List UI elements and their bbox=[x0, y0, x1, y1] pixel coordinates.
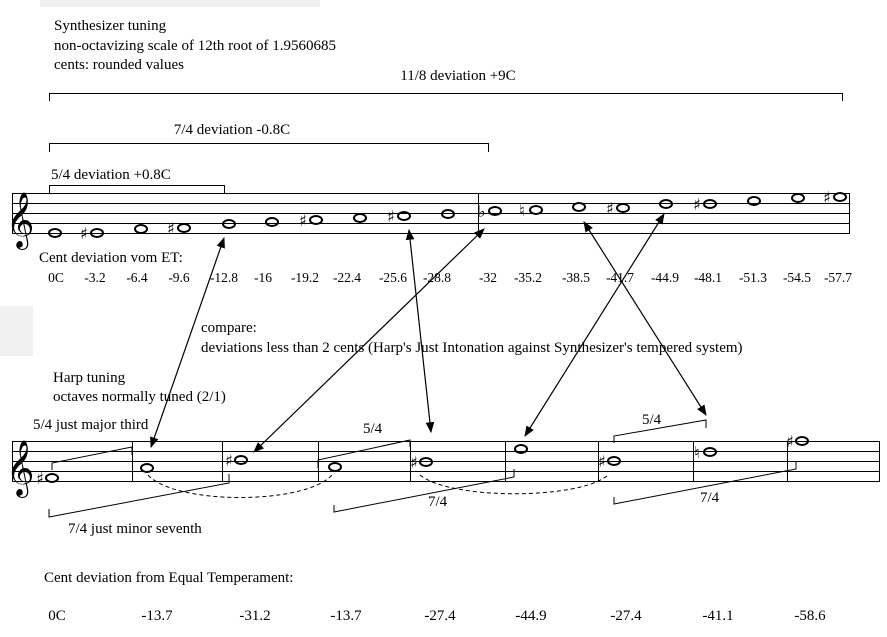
bracket-5-4-synth bbox=[50, 186, 225, 194]
note-head bbox=[530, 206, 542, 214]
synth-cent-value: -19.2 bbox=[290, 270, 320, 285]
note-head bbox=[617, 204, 629, 212]
harp-cent-value: -27.4 bbox=[610, 608, 642, 624]
harp-bracket-5-4-a bbox=[52, 447, 132, 470]
natural-icon: ♮ bbox=[694, 443, 700, 462]
harp-title-1: Harp tuning bbox=[53, 370, 126, 386]
synth-cent-value: 0C bbox=[48, 270, 64, 285]
harp-label-7-4-just: 7/4 just minor seventh bbox=[68, 521, 202, 537]
synth-treble-clef-icon: 𝄞 bbox=[6, 192, 35, 248]
bracket-label-5-4: 5/4 deviation +0.8C bbox=[51, 167, 171, 183]
note-head bbox=[141, 464, 153, 472]
note-head bbox=[178, 224, 190, 232]
synth-cent-value: -16 bbox=[254, 270, 272, 285]
harp-treble-clef-icon: 𝄞 bbox=[6, 440, 35, 496]
header-line-3: cents: rounded values bbox=[54, 57, 184, 73]
synth-cent-value: -51.3 bbox=[738, 270, 768, 285]
harp-cent-value: 0C bbox=[48, 608, 66, 624]
harp-cent-value: -13.7 bbox=[141, 608, 173, 624]
note-head bbox=[792, 194, 804, 202]
note-head bbox=[46, 474, 58, 482]
note-head bbox=[573, 203, 585, 211]
harp-title-2: octaves normally tuned (2/1) bbox=[53, 389, 226, 405]
harp-ratio-7-4-b: 7/4 bbox=[428, 494, 448, 510]
synth-cent-value: -38.5 bbox=[561, 270, 591, 285]
dashed-arc-2 bbox=[420, 475, 608, 494]
compare-line-1: compare: bbox=[201, 320, 257, 336]
synth-cent-value: -35.2 bbox=[513, 270, 543, 285]
sharp-icon: ♯ bbox=[410, 453, 418, 472]
header-line-2: non-octavizing scale of 12th root of 1.9560685 bbox=[54, 38, 337, 54]
arrow-5 bbox=[584, 222, 706, 415]
bracket-label-7-4: 7/4 deviation -0.8C bbox=[173, 122, 291, 138]
synth-staff bbox=[12, 193, 850, 234]
note-head bbox=[834, 193, 846, 201]
arrow-4 bbox=[525, 214, 664, 436]
bracket-7-4-synth bbox=[50, 144, 489, 153]
harp-bracket-7-4-b bbox=[334, 469, 514, 512]
sharp-icon: ♯ bbox=[80, 224, 88, 243]
synth-cent-value: -12.8 bbox=[209, 270, 239, 285]
sharp-icon: ♯ bbox=[387, 207, 395, 226]
synth-cent-value: -48.1 bbox=[693, 270, 723, 285]
sharp-icon: ♯ bbox=[225, 451, 233, 470]
dashed-arc-1 bbox=[148, 475, 332, 498]
note-head bbox=[135, 225, 147, 233]
sharp-icon: ♯ bbox=[167, 219, 175, 238]
synth-cent-title: Cent deviation vom ET: bbox=[39, 250, 183, 266]
note-head bbox=[354, 214, 366, 222]
harp-cent-value: -31.2 bbox=[239, 608, 271, 624]
synth-cent-value: -3.2 bbox=[84, 270, 106, 285]
header-line-1: Synthesizer tuning bbox=[54, 18, 167, 34]
sharp-icon: ♯ bbox=[598, 452, 606, 471]
synth-cent-value: -57.7 bbox=[823, 270, 853, 285]
harp-cent-title: Cent deviation from Equal Temperament: bbox=[44, 570, 294, 586]
harp-ratio-5-4-b: 5/4 bbox=[363, 421, 383, 437]
harp-cent-value: -13.7 bbox=[330, 608, 362, 624]
harp-ratio-5-4-c: 5/4 bbox=[642, 412, 662, 428]
arrow-3 bbox=[409, 230, 431, 432]
harp-staff bbox=[12, 441, 880, 482]
synth-cent-value: -54.5 bbox=[782, 270, 812, 285]
sharp-icon: ♯ bbox=[36, 469, 44, 488]
flat-icon: ♭ bbox=[478, 202, 486, 221]
synth-cent-value: -44.9 bbox=[650, 270, 680, 285]
synth-notes bbox=[49, 188, 846, 243]
harp-cent-value: -44.9 bbox=[515, 608, 547, 624]
sharp-icon: ♯ bbox=[693, 195, 701, 214]
synth-cent-value: -22.4 bbox=[332, 270, 362, 285]
note-head bbox=[235, 456, 247, 464]
synth-cent-value: -6.4 bbox=[126, 270, 148, 285]
bracket-11-8 bbox=[50, 94, 843, 102]
natural-icon: ♮ bbox=[519, 201, 525, 220]
sharp-icon: ♯ bbox=[606, 199, 614, 218]
synth-cent-value: -28.8 bbox=[422, 270, 452, 285]
synth-cent-value: -41.7 bbox=[605, 270, 635, 285]
sharp-icon: ♯ bbox=[786, 432, 794, 451]
bracket-label-11-8: 11/8 deviation +9C bbox=[400, 68, 516, 84]
sharp-icon: ♯ bbox=[823, 188, 831, 207]
harp-cent-value: -27.4 bbox=[424, 608, 456, 624]
note-head bbox=[329, 463, 341, 471]
harp-cent-value: -41.1 bbox=[702, 608, 734, 624]
harp-cent-value: -58.6 bbox=[794, 608, 826, 624]
note-head bbox=[310, 216, 322, 224]
compare-line-2: deviations less than 2 cents (Harp's Just Intonation against Synthesizer's tempered system) bbox=[201, 340, 743, 356]
note-head bbox=[266, 218, 278, 226]
harp-ratio-7-4-c: 7/4 bbox=[700, 490, 720, 506]
synth-cent-value: -9.6 bbox=[168, 270, 190, 285]
harp-label-5-4-just: 5/4 just major third bbox=[33, 417, 149, 433]
synth-cent-value: -25.6 bbox=[378, 270, 408, 285]
synth-cent-value: -32 bbox=[479, 270, 497, 285]
harp-notes bbox=[36, 432, 808, 488]
sharp-icon: ♯ bbox=[299, 211, 307, 230]
